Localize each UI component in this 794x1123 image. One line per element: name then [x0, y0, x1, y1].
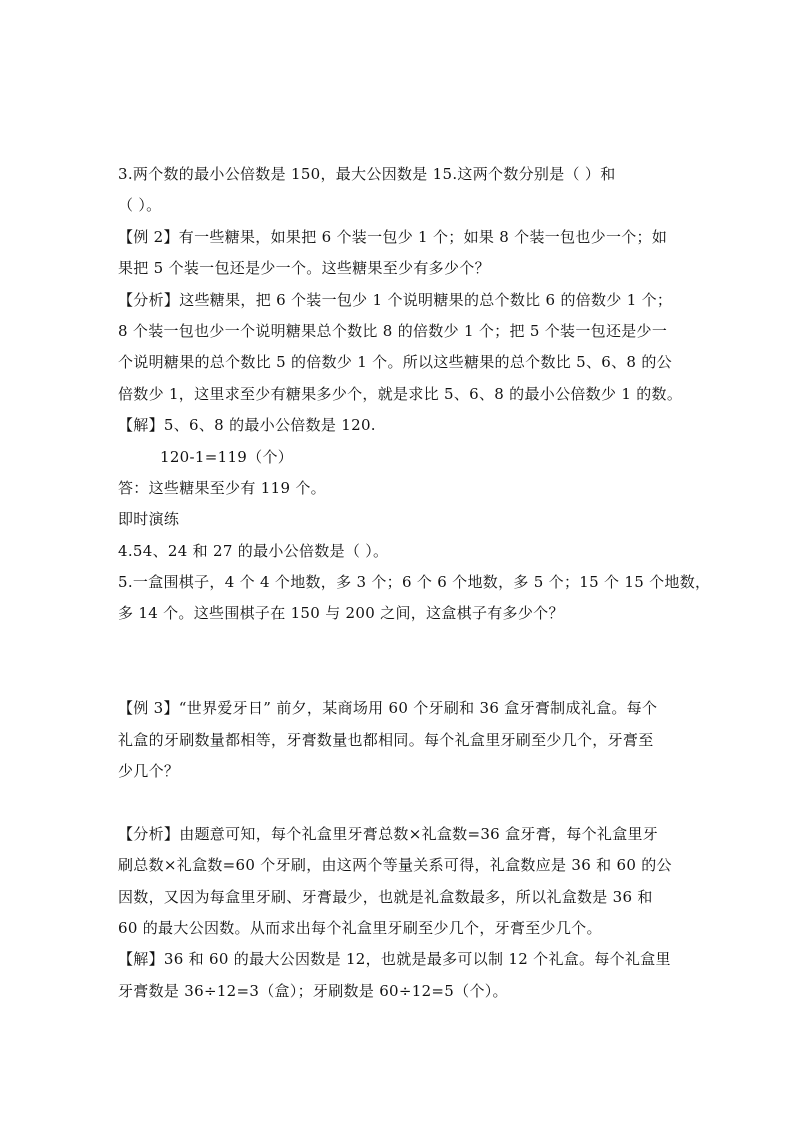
question-3-line-1: 3.两个数的最小公倍数是 150，最大公因数是 15.这两个数分别是（ ）和 — [118, 165, 616, 183]
example-3-line-2: 礼盒的牙刷数量都相等，牙膏数量也都相同。每个礼盒里牙刷至少几个，牙膏至 — [118, 731, 654, 749]
analysis-3-line-4: 60 的最大公因数。从而求出每个礼盒里牙刷至少几个，牙膏至少几个。 — [118, 919, 602, 937]
question-4: 4.54、24 和 27 的最小公倍数是（ ）。 — [118, 542, 389, 560]
example-3-line-1: 【例 3】“世界爱牙日” 前夕，某商场用 60 个牙刷和 36 盒牙膏制成礼盒。每个 — [118, 699, 658, 717]
solution-2-line-1: 【解】5、6、8 的最小公倍数是 120. — [118, 416, 376, 434]
question-5-line-1: 5.一盒围棋子，4 个 4 个地数，多 3 个；6 个 6 个地数，多 5 个；15 个 15 个地数， — [118, 573, 711, 591]
solution-3-line-2: 牙膏数是 36÷12=3（盒）；牙刷数是 60÷12=5（个）。 — [118, 982, 508, 1000]
analysis-3-line-3: 因数，又因为每盒里牙刷、牙膏最少，也就是礼盒数最多，所以礼盒数是 36 和 — [118, 888, 653, 906]
example-2-line-2: 果把 5 个装一包还是少一个。这些糖果至少有多少个？ — [118, 259, 490, 277]
solution-2-calculation: 120-1=119（个） — [160, 448, 294, 466]
analysis-3-line-1: 【分析】由题意可知，每个礼盒里牙膏总数×礼盒数=36 盒牙膏，每个礼盒里牙 — [118, 825, 659, 843]
analysis-2-line-1: 【分析】这些糖果，把 6 个装一包少 1 个说明糖果的总个数比 6 的倍数少 1 个； — [118, 291, 673, 309]
solution-3-line-1: 【解】36 和 60 的最大公因数是 12，也就是最多可以制 12 个礼盒。每个礼盒里 — [118, 950, 671, 968]
analysis-3-line-2: 刷总数×礼盒数=60 个牙刷，由这两个等量关系可得，礼盒数应是 36 和 60 的公 — [118, 856, 672, 874]
question-5-line-2: 多 14 个。这些围棋子在 150 与 200 之间，这盒棋子有多少个？ — [118, 604, 564, 622]
analysis-2-line-3: 个说明糖果的总个数比 5 的倍数少 1 个。所以这些糖果的总个数比 5、6、8 的公 — [118, 353, 672, 371]
analysis-2-line-4: 倍数少 1，这里求至少有糖果多少个，就是求比 5、6、8 的最小公倍数少 1 的数。 — [118, 385, 683, 403]
example-3-line-3: 少几个？ — [118, 762, 180, 780]
analysis-2-line-2: 8 个装一包也少一个说明糖果总个数比 8 的倍数少 1 个；把 5 个装一包还是少一 — [118, 322, 668, 340]
answer-2: 答：这些糖果至少有 119 个。 — [118, 479, 326, 497]
question-3-line-2: （ ）。 — [118, 196, 162, 214]
example-2-line-1: 【例 2】有一些糖果，如果把 6 个装一包少 1 个；如果 8 个装一包也少一个；如 — [118, 228, 668, 246]
practice-heading: 即时演练 — [118, 510, 180, 528]
